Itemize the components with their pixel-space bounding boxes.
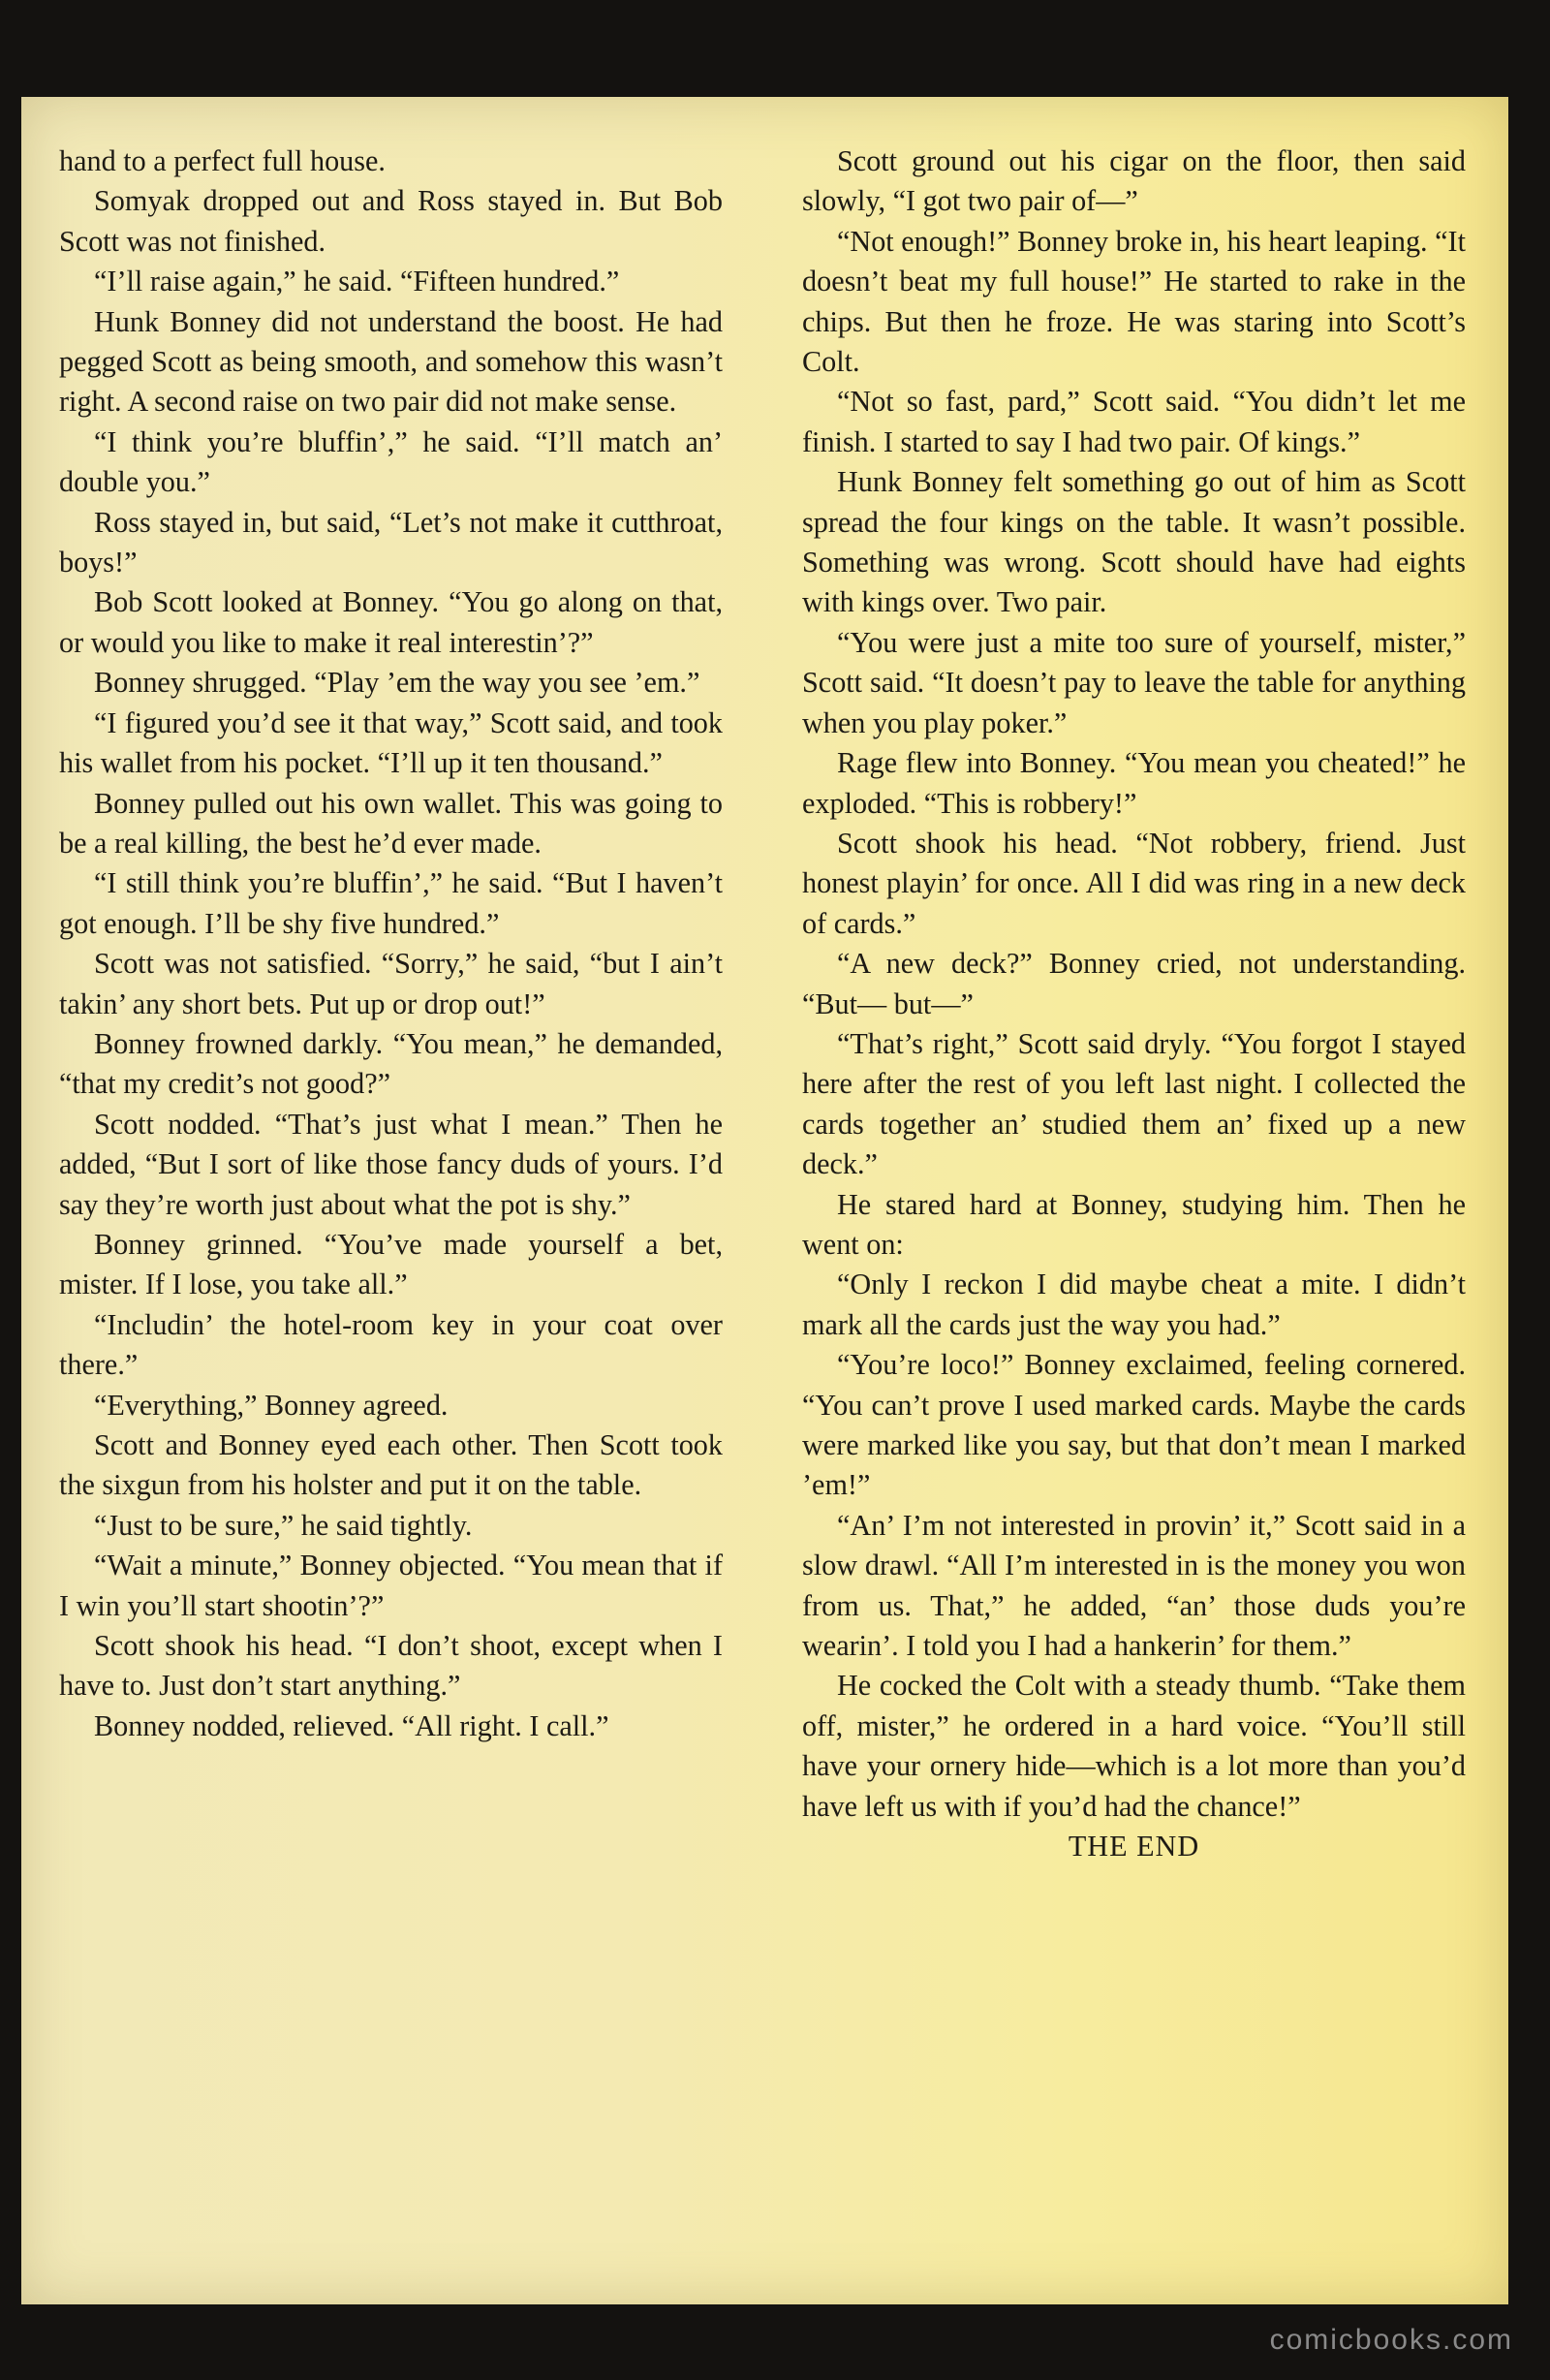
paragraph: Hunk Bonney did not understand the boost. He had pegged Scott as being smooth, and somehow this wasn’t right. A second raise on two pair did not make sense. <box>59 304 723 419</box>
paragraph: Bob Scott looked at Bonney. “You go along on that, or would you like to make it real interestin’?” <box>59 585 723 659</box>
paragraph: Bonney nodded, relieved. “All right. I call.” <box>94 1708 609 1742</box>
paragraph: “I figured you’d see it that way,” Scott said, and took his wallet from his pocket. “I’ll up it ten thousand.” <box>59 705 723 780</box>
paragraph: Bonney shrugged. “Play ’em the way you see ’em.” <box>94 666 700 700</box>
paragraph: Scott shook his head. “I don’t shoot, except when I have to. Just don’t start anything.” <box>59 1629 723 1703</box>
paragraph: hand to a perfect full house. <box>59 144 386 177</box>
paragraph: Scott shook his head. “Not robbery, friend. Just honest playin’ for once. All I did was ring in a new deck of cards.” <box>802 826 1466 940</box>
paragraph: Ross stayed in, but said, “Let’s not make it cutthroat, boys!” <box>59 505 723 579</box>
paragraph: “Not so fast, pard,” Scott said. “You didn’t let me finish. I started to say I had two pair. Of kings.” <box>802 385 1466 458</box>
watermark: comicbooks.com <box>1269 2324 1513 2356</box>
paragraph: He stared hard at Bonney, studying him. Then he went on: <box>802 1187 1466 1261</box>
paragraph: “Not enough!” Bonney broke in, his heart leaping. “It doesn’t beat my full house!” He started to rake in the chips. But then he froze. He was staring into Scott’s Colt. <box>802 224 1466 379</box>
paragraph: Scott was not satisfied. “Sorry,” he said, “but I ain’t takin’ any short bets. Put up or drop out!” <box>59 947 723 1020</box>
paragraph: “That’s right,” Scott said dryly. “You forgot I stayed here after the rest of you left last night. I collected the cards together an’ studied them an’ fixed up a new deck.” <box>802 1026 1466 1181</box>
paragraph: Scott nodded. “That’s just what I mean.” Then he added, “But I sort of like those fancy duds of yours. I’d say they’re worth just about what the pot is shy.” <box>59 1107 723 1221</box>
paragraph: “Includin’ the hotel-room key in your coat over there.” <box>59 1307 723 1382</box>
paragraph: Scott ground out his cigar on the floor, then said slowly, “I got two pair of—” <box>802 144 1466 218</box>
left-text-column <box>59 141 723 1746</box>
paragraph: “A new deck?” Bonney cried, not understanding. “But— but—” <box>802 947 1466 1020</box>
right-text-column <box>802 141 1466 1866</box>
paragraph: “You were just a mite too sure of yourself, mister,” Scott said. “It doesn’t pay to leave the table for anything when you play poker.” <box>802 625 1466 739</box>
paragraph: “I still think you’re bluffin’,” he said. “But I haven’t got enough. I’ll be shy five hundred.” <box>59 866 723 940</box>
paragraph: Bonney grinned. “You’ve made yourself a bet, mister. If I lose, you take all.” <box>59 1227 723 1301</box>
paragraph: “Everything,” Bonney agreed. <box>94 1388 449 1422</box>
paragraph: Hunk Bonney felt something go out of him as Scott spread the four kings on the table. It wasn’t possible. Something was wrong. Scott should have had eights with kings over. Two pair. <box>802 465 1466 619</box>
paragraph: Rage flew into Bonney. “You mean you cheated!” he exploded. “This is robbery!” <box>802 746 1466 820</box>
story-page <box>21 97 1508 2304</box>
paragraph: “Just to be sure,” he said tightly. <box>94 1508 473 1542</box>
paragraph: Scott and Bonney eyed each other. Then Scott took the sixgun from his holster and put it on the table. <box>59 1428 723 1502</box>
the-end-heading: THE END <box>1068 1830 1200 1863</box>
paragraph: “You’re loco!” Bonney exclaimed, feeling cornered. “You can’t prove I used marked cards. Maybe the cards were marked like you say, but that don’t mean I marked ’em!” <box>802 1348 1466 1502</box>
paragraph: “An’ I’m not interested in provin’ it,” Scott said in a slow drawl. “All I’m interested in is the money you won from us. That,” he added, “an’ those duds you’re wearin’. I told you I had a hankerin’ for them.” <box>802 1508 1466 1663</box>
paragraph: “Wait a minute,” Bonney objected. “You mean that if I win you’ll start shootin’?” <box>59 1549 723 1622</box>
paragraph: “Only I reckon I did maybe cheat a mite. I didn’t mark all the cards just the way you had.” <box>802 1268 1466 1341</box>
paragraph: Bonney pulled out his own wallet. This was going to be a real killing, the best he’d ever made. <box>59 786 723 860</box>
paragraph: “I think you’re bluffin’,” he said. “I’ll match an’ double you.” <box>59 424 723 499</box>
paragraph: “I’ll raise again,” he said. “Fifteen hundred.” <box>94 265 620 298</box>
paragraph: Somyak dropped out and Ross stayed in. But Bob Scott was not finished. <box>59 184 723 258</box>
paragraph: Bonney frowned darkly. “You mean,” he demanded, “that my credit’s not good?” <box>59 1026 723 1101</box>
paragraph: He cocked the Colt with a steady thumb. “Take them off, mister,” he ordered in a hard voice. “You’ll still have your ornery hide—which is a lot more than you’d have left us with if you’d had the chance!” <box>802 1669 1466 1823</box>
